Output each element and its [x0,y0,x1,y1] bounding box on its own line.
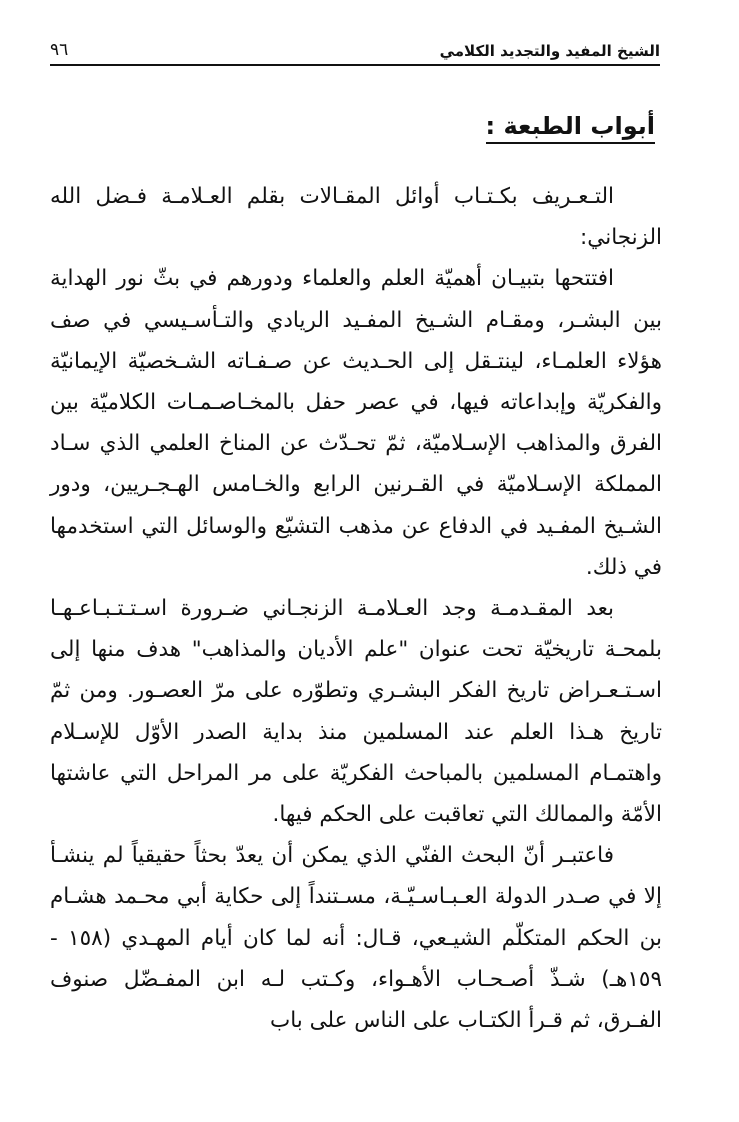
paragraph-introduction-history: بعد المقـدمـة وجد العـلامـة الزنجـاني ضـرورة اسـتـتـبـاعـهـا بلمحـة تاريخيّة تحت عنوان "علم الأديان والمذاهب" هدف منها إلى اسـتـعـراض تاريخ الفكر البشـري وتطوّره على مرّ العصـور. ومن ثمّ تاريخ هـذا العلم عند المسلمين منذ بداية الصدر الأوّل للإسـلام واهتمـام المسلمين بالمباحث الفكريّة على مر المراحل التي عاشتها الأمّة والممالك التي تعاقبت على الحكم فيها. [50,596,662,828]
book-title: الشيخ المفيد والتجديد الكلامي [439,42,660,60]
page-number: ٩٦ [50,40,69,60]
paragraph-intro: التـعـريف بكـتـاب أوائل المقـالات بقلم العـلامـة فـضل الله الزنجاني: [50,184,662,251]
running-header [50,30,660,66]
paragraph-opening: افتتحها بتبيـان أهميّة العلم والعلماء ودورهم في بثّ نور الهداية بين البشـر، ومقـام الشـيخ المفـيد الريادي والتـأسـيسي في صف هؤلاء العلمـاء، لينتـقل إلى الحـديث عن صـفـاته الشـخصيّة الإيمانيّة والفكريّة وإبداعاته فيها، في عصر حفل بالمخـاصـمـات الكلاميّة بين الفرق والمذاهب الإسـلاميّة، ثمّ تحـدّث عن المناخ العلمي الذي سـاد المملكة الإسـلاميّة في القـرنين الرابع والخـامس الهـجـريين، ودور الشـيخ المفـيد في الدفاع عن مذهب التشيّع والوسائل التي استخدمها في ذلك. [50,266,662,580]
section-heading [486,112,655,140]
body-text [50,176,662,1041]
section-heading-text: أبواب الطبعة : [486,112,655,144]
paragraph-abbasid-era: فاعتبـر أنّ البحث الفنّي الذي يمكن أن يعدّ بحثاً حقيقياً لم ينشـأ إلا في صـدر الدولة العـبـاسـيّـة، مسـتنداً إلى حكاية أبي محـمد هشـام بن الحكم المتكلّم الشيـعي، قـال: أنه لما كان أيام المهـدي (١٥٨ - ١٥٩هـ) شـذّ أصـحـاب الأهـواء، وكـتب لـه ابن المفـضّل صنوف الفـرق، ثم قـرأ الكتـاب على الناس على باب [50,843,662,1034]
